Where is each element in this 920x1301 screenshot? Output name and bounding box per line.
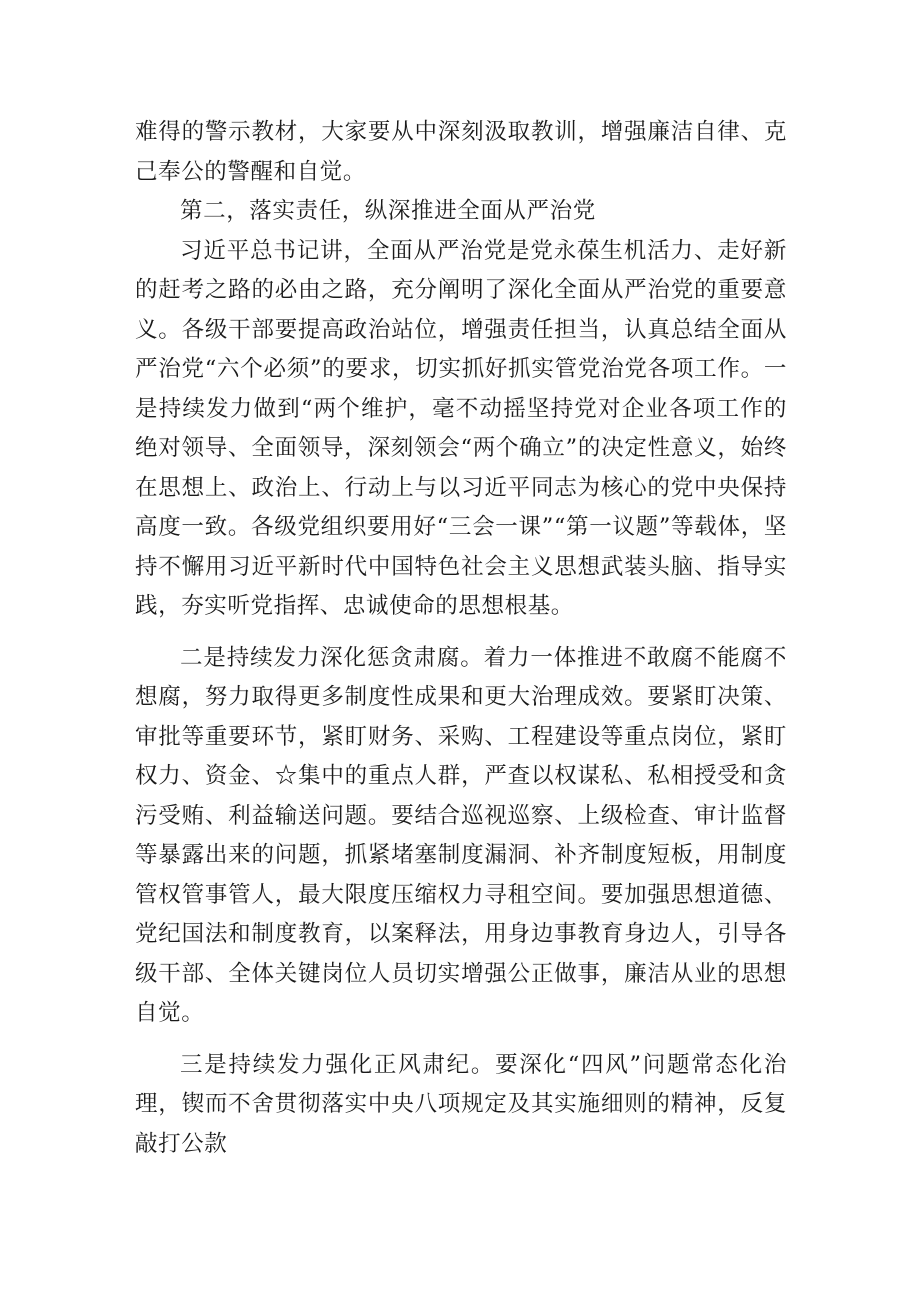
section-heading-second: 第二，落实责任，纵深推进全面从严治党 (180, 198, 596, 224)
paragraph-anti-corruption: 二是持续发力深化惩贪肃腐。着力一体推进不敢腐不能腐不想腐，努力取得更多制度性成果和更大治理成效。要紧盯决策、审批等重要环节，紧盯财务、采购、工程建设等重点岗位，紧盯权力、资金、☆集中的重点人群，严查以权谋私、私相授受和贪污受贿、利益输送问题。要结合巡视巡察、上级检查、审计监督等暴露出来的问题，抓紧堵塞制度漏洞、补齐制度短板，用制度管权管事管人，最大限度压缩权力寻租空间。要加强思想道德、党纪国法和制度教育，以案释法，用身边事教育身边人，引导各级干部、全体关键岗位人员切实增强公正做事，廉洁从业的思想自觉。 (135, 644, 787, 1026)
paragraph-discipline: 三是持续发力强化正风肃纪。要深化“四风”问题常态化治理，锲而不舍贯彻落实中央八项规定及其实施细则的精神，反复敲打公款 (135, 1051, 787, 1157)
document-body (135, 113, 787, 1164)
paragraph-warning-material: 难得的警示教材，大家要从中深刻汲取教训，增强廉洁自律、克己奉公的警醒和自觉。 (135, 119, 787, 185)
paragraph-party-governance: 习近平总书记讲，全面从严治党是党永葆生机活力、走好新的赶考之路的必由之路，充分阐明了深化全面从严治党的重要意义。各级干部要提高政治站位，增强责任担当，认真总结全面从严治党“六个必须”的要求，切实抓好抓实管党治党各项工作。一是持续发力做到“两个维护，毫不动摇坚持党对企业各项工作的绝对领导、全面领导，深刻领会“两个确立”的决定性意义，始终在思想上、政治上、行动上与以习近平同志为核心的党中央保持高度一致。各级党组织要用好“三会一课”“第一议题”等载体，坚持不懈用习近平新时代中国特色社会主义思想武装头脑、指导实践，夯实听党指挥、忠诚使命的思想根基。 (135, 237, 787, 619)
